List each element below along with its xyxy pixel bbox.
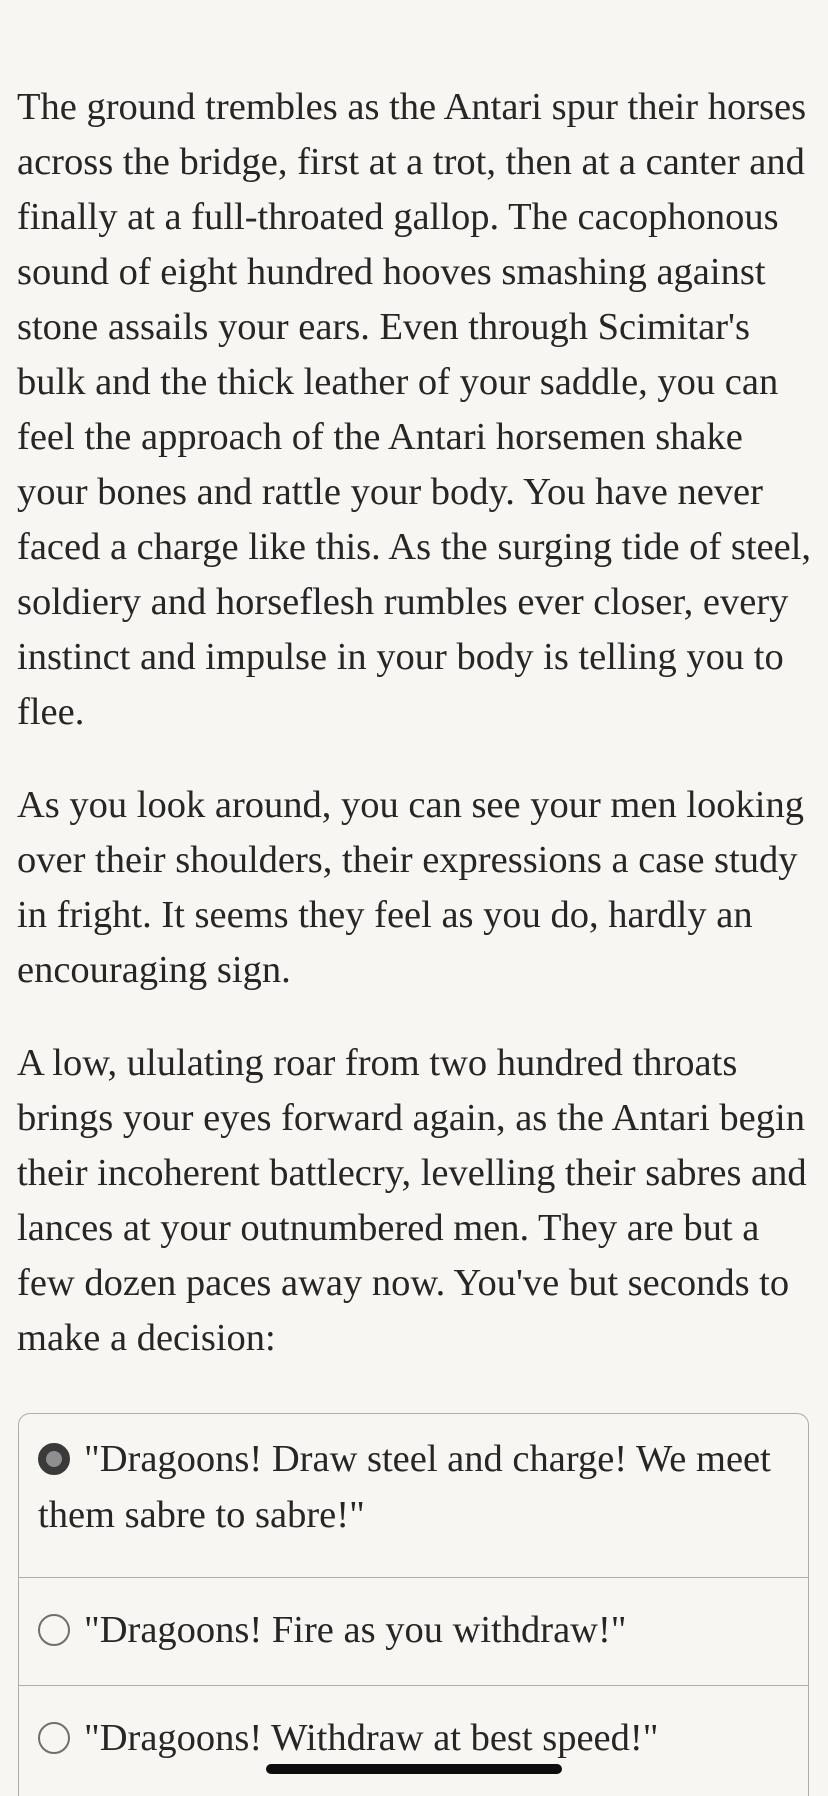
radio-unselected-icon[interactable] — [38, 1722, 70, 1754]
story-paragraph: As you look around, you can see your men looking over their shoulders, their expressions a case study in fright. It seems they feel as you do, hardly an encouraging sign. — [17, 784, 804, 991]
choice-label: "Dragoons! Fire as you withdraw!" — [84, 1609, 627, 1651]
radio-unselected-icon[interactable] — [38, 1614, 70, 1646]
choice-label: "Dragoons! Withdraw at best speed!" — [84, 1717, 659, 1759]
choice-option-withdraw[interactable] — [19, 1686, 808, 1796]
choice-option-charge[interactable] — [19, 1414, 808, 1578]
radio-selected-icon[interactable] — [38, 1443, 70, 1475]
home-indicator[interactable] — [266, 1764, 562, 1774]
story-paragraph: The ground trembles as the Antari spur their horses across the bridge, first at a trot, then at a canter and finally at a full-throated gallop. The cacophonous sound of eight hundred hooves smashing against stone assails your ears. Even through Scimitar's bulk and the thick leather of your saddle, you can feel the approach of the Antari horsemen shake your bones and rattle your body. You have never faced a charge like this. As the surging tide of steel, soldiery and horseflesh rumbles ever closer, every instinct and impulse in your body is telling you to flee. — [17, 86, 812, 733]
story-paragraph: A low, ululating roar from two hundred throats brings your eyes forward again, as the Antari begin their incoherent battlecry, levelling their sabres and lances at your outnumbered men. They are but a few dozen paces away now. You've but seconds to make a decision: — [17, 1042, 807, 1359]
story-text — [17, 80, 817, 1404]
choice-list — [18, 1413, 809, 1796]
choice-option-fire-withdraw[interactable] — [19, 1578, 808, 1686]
choice-label: "Dragoons! Draw steel and charge! We meet them sabre to sabre!" — [38, 1438, 771, 1536]
